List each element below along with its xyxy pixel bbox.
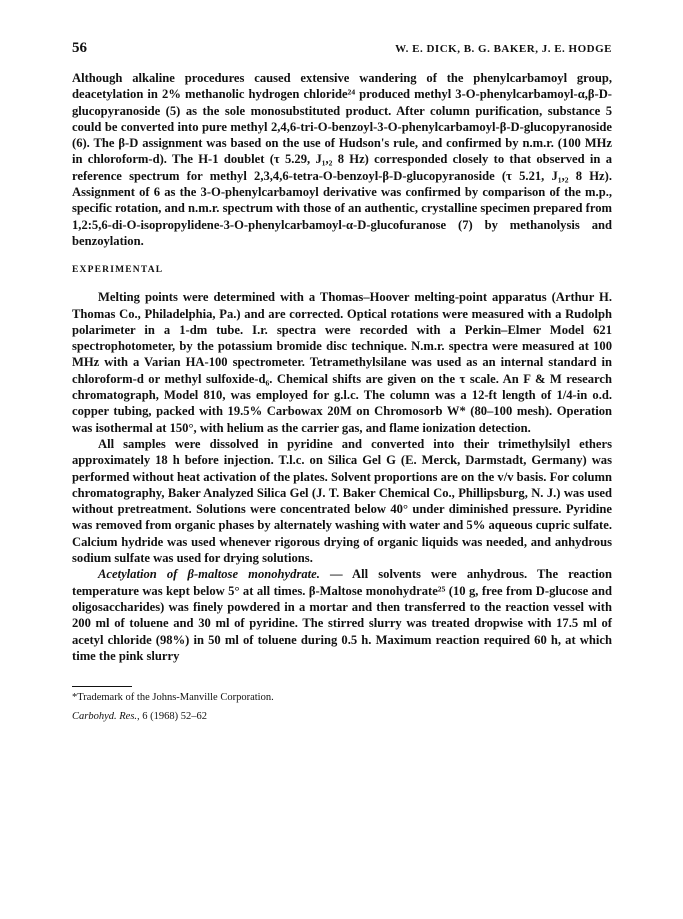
running-head-authors: W. E. DICK, B. G. BAKER, J. E. HODGE: [395, 43, 612, 55]
footnote-rule: [72, 686, 132, 687]
footnote: *Trademark of the Johns-Manville Corporation.: [72, 692, 274, 704]
citation-journal: Carbohyd. Res.,: [72, 711, 143, 723]
acetylation-title: Acetylation of β-maltose monohydrate.: [98, 567, 320, 582]
intro-paragraph: Although alkaline procedures caused extensive wandering of the phenylcarbamoyl group, deacetylation in 2% methanolic hydrogen chloride²⁴ produced methyl 3-O-phenylcarbamoyl-α,β-D-glucopyranoside (5) as the sole monosubstituted product. After column purification, substance 5 could be converted into pure methyl 2,4,6-tri-O-benzoyl-3-O-phenylcarbamoyl-β-D-glucopyranoside (6). The β-D assignment was based on the use of Hudson's rule, and confirmed by n.m.r. (100 MHz in chloroform-d). The H-1 doublet (τ 5.29, J₁,₂ 8 Hz) corresponded closely to that observed in a reference spectrum for methyl 2,3,4,6-tetra-O-benzoyl-β-D-glucopyranoside (τ 5.21, J₁,₂ 8 Hz). Assignment of 6 as the 3-O-phenylcarbamoyl derivative was confirmed by comparison of the m.p., specific rotation, and n.m.r. spectrum with those of an authentic, crystalline specimen prepared from 1,2:5,6-di-O-isopropylidene-3-O-phenylcarbamoyl-α-D-glucofuranose (7) by methanolysis and benzoylation.: [72, 71, 612, 248]
journal-page: [72, 40, 612, 722]
page-number: 56: [72, 40, 87, 56]
section-heading: EXPERIMENTAL: [72, 265, 164, 276]
running-header: [72, 40, 612, 64]
melting-points-paragraph: Melting points were determined with a Thomas–Hoover melting-point apparatus (Arthur H. Thomas Co., Philadelphia, Pa.) and are corrected. Optical rotations were measured with a Rudolph polarimeter in a 1-dm tube. I.r. spectra were recorded with a Perkin–Elmer Model 621 spectrophotometer, by the potassium bromide disc technique. N.m.r. spectra were measured at 100 MHz with a Varian HA-100 spectrometer. Tetramethylsilane was used as an internal standard in chloroform-d or methyl sulfoxide-d₆. Chemical shifts are given on the τ scale. An F & M research chromatograph, Model 810, was employed for g.l.c. The column was a 12-ft length of 1/4-in o.d. copper tubing, packed with 19.5% Carbowax 20M on Chromosorb W* (80–100 mesh). Operation was isothermal at 150°, with helium as the carrier gas, and flame ionization detection.: [72, 290, 612, 435]
citation-volume: 6 (1968) 52–62: [142, 711, 208, 723]
samples-paragraph: All samples were dissolved in pyridine and converted into their trimethylsilyl ethers approximately 18 h before injection. T.l.c. on Silica Gel G (E. Merck, Darmstadt, Germany) was performed without heat activation of the plates. Solvent proportions are on the v/v basis. For column chromatography, Baker Analyzed Silica Gel (J. T. Baker Chemical Co., Phillipsburg, N. J.) was used without pretreatment. Solutions were concentrated below 40° under diminished pressure. Pyridine was removed from organic phases by alternately washing with water and 5% aqueous cupric sulfate. Calcium hydride was used whenever rigorous drying of organic liquids was needed, and anhydrous sodium sulfate was used for drying solutions.: [72, 436, 612, 566]
acetylation-paragraph: [72, 566, 612, 664]
acetylation-body: — All solvents were anhydrous. The reaction temperature was kept below 5° at all times. β-Maltose monohydrate²⁵ (10 g, free from D-glucose and oligosaccharides) was finely powdered in a mortar and then transferred to the reaction vessel with 200 ml of toluene and 30 ml of pyridine. The stirred slurry was treated dropwise with 17.5 ml of acetyl chloride (98%) in 50 ml of toluene during 0.5 h. Maximum reaction required 60 h, at which time the pink slurry: [72, 567, 612, 663]
journal-citation: [72, 711, 612, 722]
